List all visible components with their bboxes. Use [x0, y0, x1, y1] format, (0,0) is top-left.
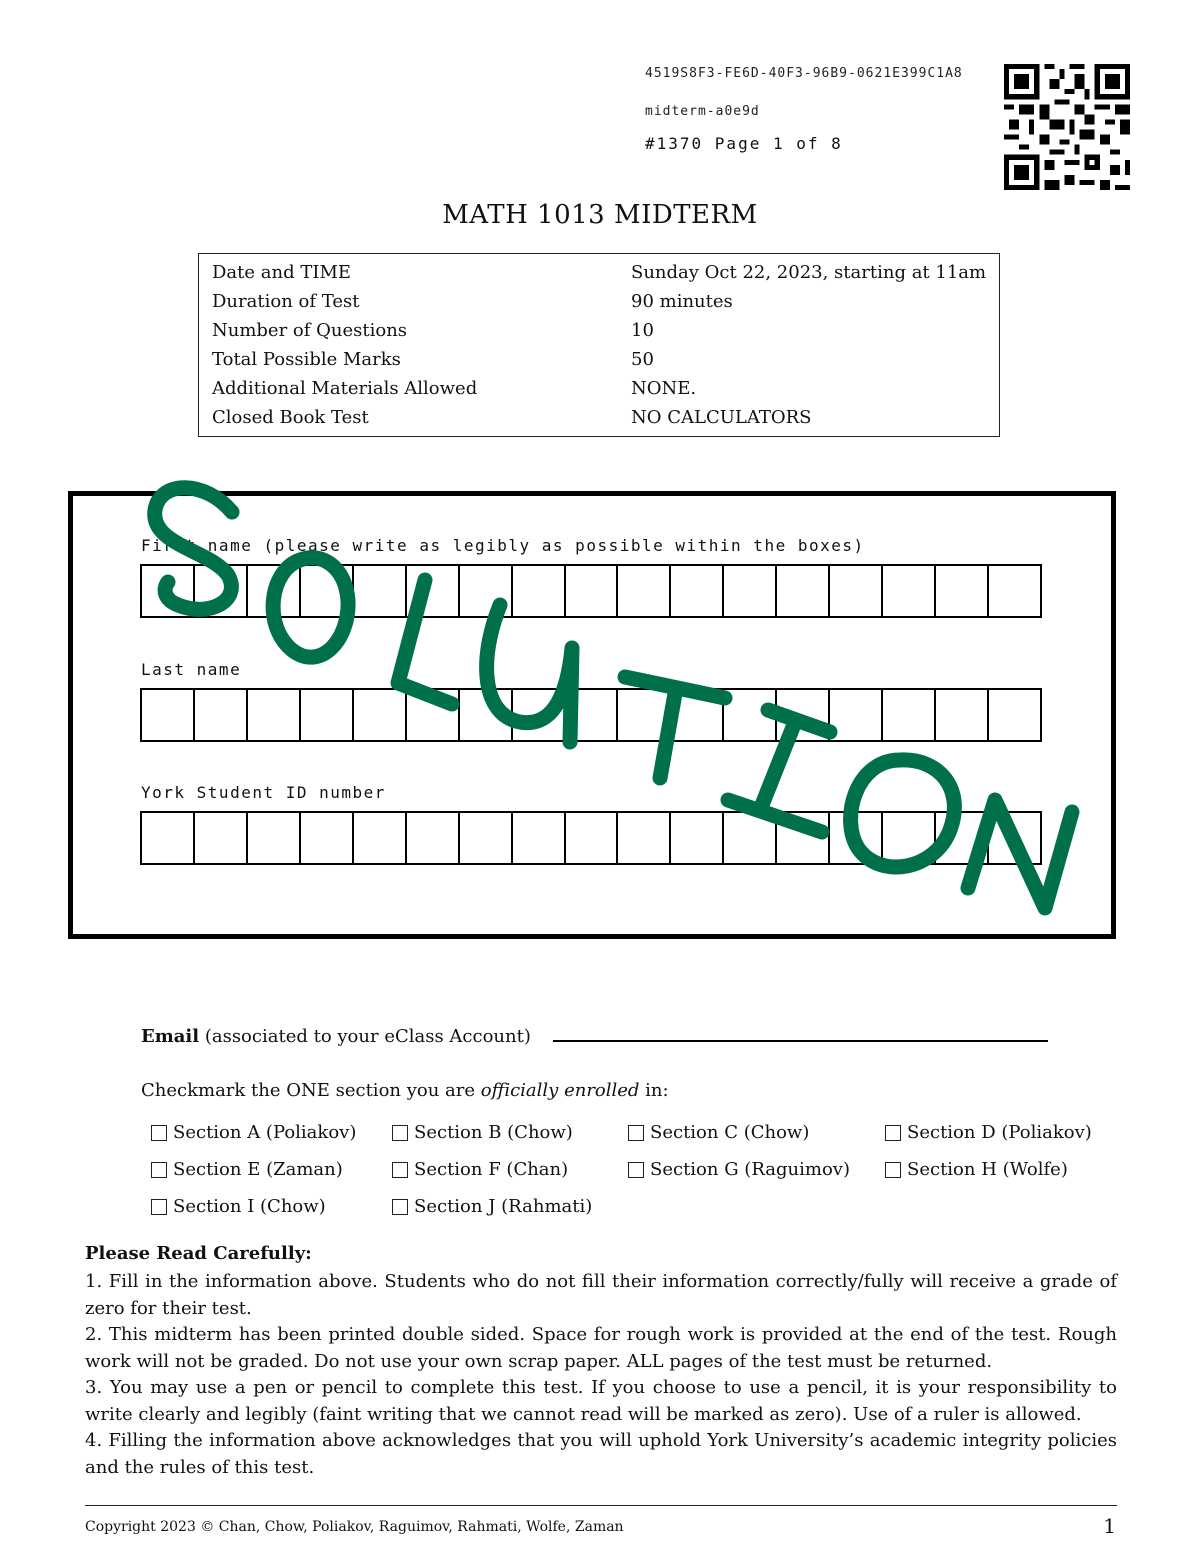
- letter-box[interactable]: [460, 690, 513, 740]
- info-row: [199, 345, 999, 374]
- section-option-c[interactable]: [628, 1122, 809, 1143]
- letter-box[interactable]: [354, 690, 407, 740]
- footer-divider: [85, 1505, 1117, 1506]
- section-option-j[interactable]: [392, 1196, 592, 1217]
- info-value: NONE.: [631, 378, 697, 399]
- info-key: Date and TIME: [212, 262, 352, 283]
- letter-box[interactable]: [142, 566, 195, 616]
- info-value: 50: [631, 349, 654, 370]
- section-prompt-em: officially enrolled: [480, 1080, 640, 1101]
- letter-box[interactable]: [777, 566, 830, 616]
- letter-box[interactable]: [513, 813, 566, 863]
- letter-box[interactable]: [989, 566, 1040, 616]
- letter-box[interactable]: [407, 813, 460, 863]
- info-row: [199, 287, 999, 316]
- letter-box[interactable]: [618, 566, 671, 616]
- letter-box[interactable]: [460, 566, 513, 616]
- letter-box[interactable]: [354, 813, 407, 863]
- student-id-boxes[interactable]: [140, 811, 1042, 865]
- letter-box[interactable]: [671, 813, 724, 863]
- info-key: Total Possible Marks: [212, 349, 401, 370]
- info-key: Additional Materials Allowed: [212, 378, 478, 399]
- section-option-i[interactable]: [151, 1196, 326, 1217]
- last-name-label: Last name: [141, 660, 242, 679]
- letter-box[interactable]: [195, 690, 248, 740]
- letter-box[interactable]: [830, 566, 883, 616]
- page-title: MATH 1013 MIDTERM: [442, 200, 758, 230]
- section-label: Section B (Chow): [414, 1122, 573, 1143]
- letter-box[interactable]: [354, 566, 407, 616]
- first-name-boxes[interactable]: [140, 564, 1042, 618]
- email-label: [141, 1026, 531, 1047]
- section-option-e[interactable]: [151, 1159, 343, 1180]
- info-row: [199, 403, 999, 432]
- info-value: 10: [631, 320, 654, 341]
- letter-box[interactable]: [936, 813, 989, 863]
- letter-box[interactable]: [830, 813, 883, 863]
- info-row: [199, 258, 999, 287]
- section-option-g[interactable]: [628, 1159, 850, 1180]
- instruction-item: 1. Fill in the information above. Students who do not fill their information correctly/fully will receive a grade of zero for their test.: [85, 1271, 1117, 1319]
- letter-box[interactable]: [566, 566, 619, 616]
- section-option-h[interactable]: [885, 1159, 1068, 1180]
- page-id: #1370 Page 1 of 8: [645, 134, 843, 153]
- section-prompt-b: in:: [639, 1080, 669, 1101]
- section-label: Section I (Chow): [173, 1196, 326, 1217]
- letter-box[interactable]: [566, 813, 619, 863]
- letter-box[interactable]: [301, 813, 354, 863]
- section-label: Section F (Chan): [414, 1159, 569, 1180]
- section-option-a[interactable]: [151, 1122, 356, 1143]
- section-label: Section D (Poliakov): [907, 1122, 1092, 1143]
- checkbox-icon[interactable]: [628, 1162, 644, 1178]
- letter-box[interactable]: [724, 566, 777, 616]
- info-key: Closed Book Test: [212, 407, 369, 428]
- letter-box[interactable]: [671, 566, 724, 616]
- email-label-rest: (associated to your eClass Account): [199, 1026, 531, 1047]
- letter-box[interactable]: [989, 690, 1040, 740]
- qr-code-icon: [1004, 64, 1130, 190]
- letter-box[interactable]: [936, 690, 989, 740]
- last-name-boxes[interactable]: [140, 688, 1042, 742]
- checkbox-icon[interactable]: [151, 1162, 167, 1178]
- section-label: Section A (Poliakov): [173, 1122, 357, 1143]
- letter-box[interactable]: [883, 813, 936, 863]
- letter-box[interactable]: [618, 813, 671, 863]
- instruction-item: 4. Filling the information above acknowledges that you will uphold York University’s academic integrity policies and the rules of this test.: [85, 1430, 1117, 1478]
- instruction-item: 3. You may use a pen or pencil to complete this test. If you choose to use a pencil, it is your responsibility to write clearly and legibly (faint writing that we cannot read will be marked as zero). Use of a ruler is allowed.: [85, 1377, 1117, 1425]
- checkbox-icon[interactable]: [392, 1199, 408, 1215]
- instructions-title: Please Read Carefully:: [85, 1243, 312, 1264]
- letter-box[interactable]: [989, 813, 1040, 863]
- exam-uuid: 4519S8F3-FE6D-40F3-96B9-0621E399C1A8: [645, 66, 963, 81]
- letter-box[interactable]: [777, 813, 830, 863]
- letter-box[interactable]: [777, 690, 830, 740]
- letter-box[interactable]: [830, 690, 883, 740]
- email-input-line[interactable]: [553, 1040, 1048, 1042]
- checkbox-icon[interactable]: [885, 1125, 901, 1141]
- checkbox-icon[interactable]: [392, 1162, 408, 1178]
- info-value: NO CALCULATORS: [631, 407, 812, 428]
- section-label: Section G (Raguimov): [650, 1159, 850, 1180]
- section-label: Section E (Zaman): [173, 1159, 343, 1180]
- info-key: Duration of Test: [212, 291, 360, 312]
- info-key: Number of Questions: [212, 320, 408, 341]
- letter-box[interactable]: [301, 690, 354, 740]
- exam-code: midterm-a0e9d: [645, 104, 760, 119]
- first-name-label: First name (please write as legibly as possible within the boxes): [141, 536, 865, 555]
- letter-box[interactable]: [883, 690, 936, 740]
- student-id-label: York Student ID number: [141, 783, 386, 802]
- letter-box[interactable]: [671, 690, 724, 740]
- letter-box[interactable]: [724, 813, 777, 863]
- instruction-item: 2. This midterm has been printed double sided. Space for rough work is provided at the end of the test. Rough work will not be graded. Do not use your own scrap paper. ALL pages of the test must be returned.: [85, 1324, 1117, 1372]
- letter-box[interactable]: [513, 690, 566, 740]
- letter-box[interactable]: [407, 690, 460, 740]
- checkbox-icon[interactable]: [151, 1199, 167, 1215]
- letter-box[interactable]: [248, 690, 301, 740]
- letter-box[interactable]: [936, 566, 989, 616]
- letter-box[interactable]: [142, 690, 195, 740]
- exam-info-table: [198, 253, 1000, 437]
- section-option-f[interactable]: [392, 1159, 568, 1180]
- section-label: Section C (Chow): [650, 1122, 810, 1143]
- info-row: [199, 374, 999, 403]
- letter-box[interactable]: [248, 813, 301, 863]
- letter-box[interactable]: [301, 566, 354, 616]
- letter-box[interactable]: [248, 566, 301, 616]
- email-label-bold: Email: [141, 1026, 200, 1047]
- section-label: Section J (Rahmati): [414, 1196, 593, 1217]
- letter-box[interactable]: [883, 566, 936, 616]
- letter-box[interactable]: [142, 813, 195, 863]
- letter-box[interactable]: [566, 690, 619, 740]
- letter-box[interactable]: [195, 813, 248, 863]
- letter-box[interactable]: [618, 690, 671, 740]
- info-value: 90 minutes: [631, 291, 733, 312]
- checkbox-icon[interactable]: [392, 1125, 408, 1141]
- checkbox-icon[interactable]: [885, 1162, 901, 1178]
- section-label: Section H (Wolfe): [907, 1159, 1068, 1180]
- section-prompt: [141, 1080, 669, 1101]
- info-value: Sunday Oct 22, 2023, starting at 11am: [631, 262, 987, 283]
- checkbox-icon[interactable]: [151, 1125, 167, 1141]
- letter-box[interactable]: [195, 566, 248, 616]
- section-option-d[interactable]: [885, 1122, 1092, 1143]
- checkbox-icon[interactable]: [628, 1125, 644, 1141]
- info-row: [199, 316, 999, 345]
- section-prompt-a: Checkmark the ONE section you are: [141, 1080, 481, 1101]
- section-option-b[interactable]: [392, 1122, 573, 1143]
- letter-box[interactable]: [724, 690, 777, 740]
- letter-box[interactable]: [460, 813, 513, 863]
- copyright: Copyright 2023 © Chan, Chow, Poliakov, Raguimov, Rahmati, Wolfe, Zaman: [85, 1519, 624, 1535]
- letter-box[interactable]: [407, 566, 460, 616]
- letter-box[interactable]: [513, 566, 566, 616]
- page-number: 1: [1103, 1514, 1116, 1538]
